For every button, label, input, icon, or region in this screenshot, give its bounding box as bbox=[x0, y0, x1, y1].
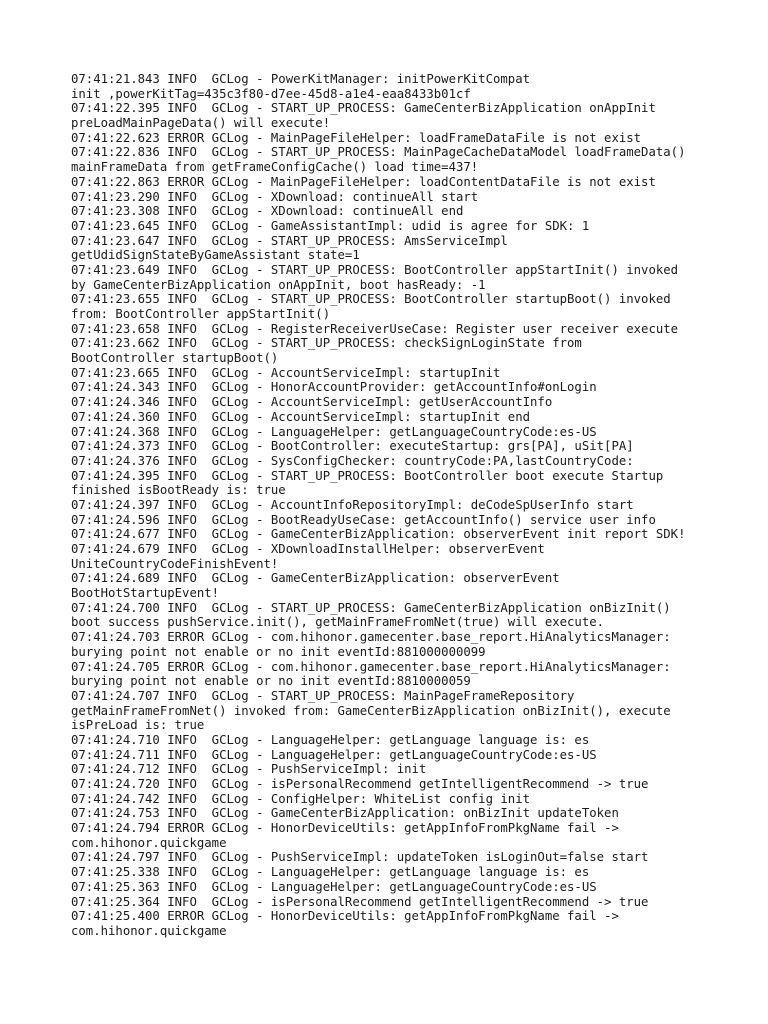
log-line: 07:41:24.343 INFO GCLog - HonorAccountProvider: getAccountInfo#onLogin bbox=[71, 380, 597, 395]
log-line: 07:41:23.658 INFO GCLog - RegisterReceiverUseCase: Register user receiver execute bbox=[71, 321, 679, 336]
log-line: 07:41:24.703 ERROR GCLog - com.hihonor.gamecenter.base_report.HiAnalyticsManager: bbox=[71, 630, 671, 645]
log-line: 07:41:24.742 INFO GCLog - ConfigHelper: WhiteList config init bbox=[71, 791, 531, 806]
log-line: 07:41:25.363 INFO GCLog - LanguageHelper: getLanguageCountryCode:es-US bbox=[71, 879, 597, 894]
log-line: 07:41:24.710 INFO GCLog - LanguageHelper: getLanguage language is: es bbox=[71, 732, 590, 747]
log-line: 07:41:23.308 INFO GCLog - XDownload: continueAll end bbox=[71, 204, 464, 219]
log-line: 07:41:23.645 INFO GCLog - GameAssistantImpl: udid is agree for SDK: 1 bbox=[71, 218, 590, 233]
log-line: com.hihonor.quickgame bbox=[71, 835, 227, 850]
log-line: 07:41:24.707 INFO GCLog - START_UP_PROCESS: MainPageFrameRepository bbox=[71, 688, 575, 703]
log-line: 07:41:24.360 INFO GCLog - AccountServiceImpl: startupInit end bbox=[71, 409, 531, 424]
log-line: 07:41:24.677 INFO GCLog - GameCenterBizApplication: observerEvent init report SDK! bbox=[71, 527, 686, 542]
log-line: 07:41:24.395 INFO GCLog - START_UP_PROCESS: BootController boot execute Startup bbox=[71, 468, 664, 483]
log-line: 07:41:24.679 INFO GCLog - XDownloadInstallHelper: observerEvent bbox=[71, 542, 545, 556]
log-line: 07:41:25.400 ERROR GCLog - HonorDeviceUtils: getAppInfoFromPkgName fail -> bbox=[71, 909, 619, 924]
log-line: BootController startupBoot() bbox=[71, 351, 279, 366]
log-line: 07:41:23.649 INFO GCLog - START_UP_PROCESS: BootController appStartInit() invoked bbox=[71, 262, 679, 277]
log-line: 07:41:24.712 INFO GCLog - PushServiceImpl: init bbox=[71, 762, 427, 777]
log-line: 07:41:23.655 INFO GCLog - START_UP_PROCESS: BootController startupBoot() invoked bbox=[71, 292, 671, 307]
log-text-body bbox=[71, 72, 731, 939]
log-line: finished isBootReady is: true bbox=[71, 483, 286, 498]
log-line: 07:41:24.705 ERROR GCLog - com.hihonor.gamecenter.base_report.HiAnalyticsManager: bbox=[71, 659, 671, 674]
log-line: BootHotStartupEvent! bbox=[71, 586, 220, 601]
log-line: 07:41:22.395 INFO GCLog - START_UP_PROCESS: GameCenterBizApplication onAppInit bbox=[71, 101, 656, 116]
log-line: 07:41:23.662 INFO GCLog - START_UP_PROCESS: checkSignLoginState from bbox=[71, 336, 582, 351]
log-line: com.hihonor.quickgame bbox=[71, 923, 227, 938]
log-line: isPreLoad is: true bbox=[71, 718, 205, 733]
log-line: 07:41:24.720 INFO GCLog - isPersonalRecommend getIntelligentRecommend -> true bbox=[71, 777, 649, 791]
log-line: boot success pushService.init(), getMainFrameFromNet(true) will execute. bbox=[71, 615, 605, 630]
log-line: getUdidSignStateByGameAssistant state=1 bbox=[71, 248, 360, 263]
log-line: getMainFrameFromNet() invoked from: GameCenterBizApplication onBizInit(), execute bbox=[71, 703, 671, 718]
log-line: 07:41:24.368 INFO GCLog - LanguageHelper: getLanguageCountryCode:es-US bbox=[71, 424, 597, 439]
log-line: UniteCountryCodeFinishEvent! bbox=[71, 556, 279, 571]
log-line: 07:41:21.843 INFO GCLog - PowerKitManager: initPowerKitCompat bbox=[71, 72, 531, 86]
log-line: 07:41:24.700 INFO GCLog - START_UP_PROCESS: GameCenterBizApplication onBizInit() bbox=[71, 600, 671, 615]
log-line: 07:41:24.689 INFO GCLog - GameCenterBizApplication: observerEvent bbox=[71, 571, 560, 586]
log-line: 07:41:24.373 INFO GCLog - BootController: executeStartup: grs[PA], uSit[PA] bbox=[71, 439, 634, 454]
log-line: by GameCenterBizApplication onAppInit, boot hasReady: -1 bbox=[71, 277, 486, 292]
log-line: 07:41:22.863 ERROR GCLog - MainPageFileHelper: loadContentDataFile is not exist bbox=[71, 174, 656, 189]
log-line: burying point not enable or no init eventId:881000000099 bbox=[71, 644, 486, 659]
log-line: 07:41:25.364 INFO GCLog - isPersonalRecommend getIntelligentRecommend -> true bbox=[71, 894, 649, 909]
log-line: 07:41:24.753 INFO GCLog - GameCenterBizApplication: onBizInit updateToken bbox=[71, 806, 619, 821]
log-line: init ,powerKitTag=435c3f80-d7ee-45d8-a1e4-eaa8433b01cf bbox=[71, 86, 471, 101]
log-line: burying point not enable or no init eventId:8810000059 bbox=[71, 674, 471, 689]
log-line: 07:41:24.397 INFO GCLog - AccountInfoRepositoryImpl: deCodeSpUserInfo start bbox=[71, 497, 634, 512]
log-line: 07:41:24.797 INFO GCLog - PushServiceImpl: updateToken isLoginOut=false start bbox=[71, 850, 649, 865]
log-line: 07:41:24.794 ERROR GCLog - HonorDeviceUtils: getAppInfoFromPkgName fail -> bbox=[71, 821, 619, 836]
log-line: 07:41:24.376 INFO GCLog - SysConfigChecker: countryCode:PA,lastCountryCode: bbox=[71, 453, 634, 468]
log-line: 07:41:23.290 INFO GCLog - XDownload: continueAll start bbox=[71, 189, 479, 204]
log-line: 07:41:24.596 INFO GCLog - BootReadyUseCase: getAccountInfo() service user info bbox=[71, 512, 656, 527]
log-line: 07:41:24.346 INFO GCLog - AccountServiceImpl: getUserAccountInfo bbox=[71, 395, 553, 410]
log-line: 07:41:25.338 INFO GCLog - LanguageHelper: getLanguage language is: es bbox=[71, 865, 590, 880]
log-line: preLoadMainPageData() will execute! bbox=[71, 116, 331, 131]
log-line: from: BootController appStartInit() bbox=[71, 307, 331, 321]
log-line: 07:41:23.647 INFO GCLog - START_UP_PROCESS: AmsServiceImpl bbox=[71, 233, 508, 248]
log-line: 07:41:23.665 INFO GCLog - AccountServiceImpl: startupInit bbox=[71, 365, 501, 380]
log-line: mainFrameData from getFrameConfigCache() load time=437! bbox=[71, 160, 479, 175]
log-line: 07:41:22.623 ERROR GCLog - MainPageFileHelper: loadFrameDataFile is not exist bbox=[71, 130, 642, 145]
log-line: 07:41:24.711 INFO GCLog - LanguageHelper: getLanguageCountryCode:es-US bbox=[71, 747, 597, 762]
log-line: 07:41:22.836 INFO GCLog - START_UP_PROCESS: MainPageCacheDataModel loadFrameData() bbox=[71, 145, 686, 160]
